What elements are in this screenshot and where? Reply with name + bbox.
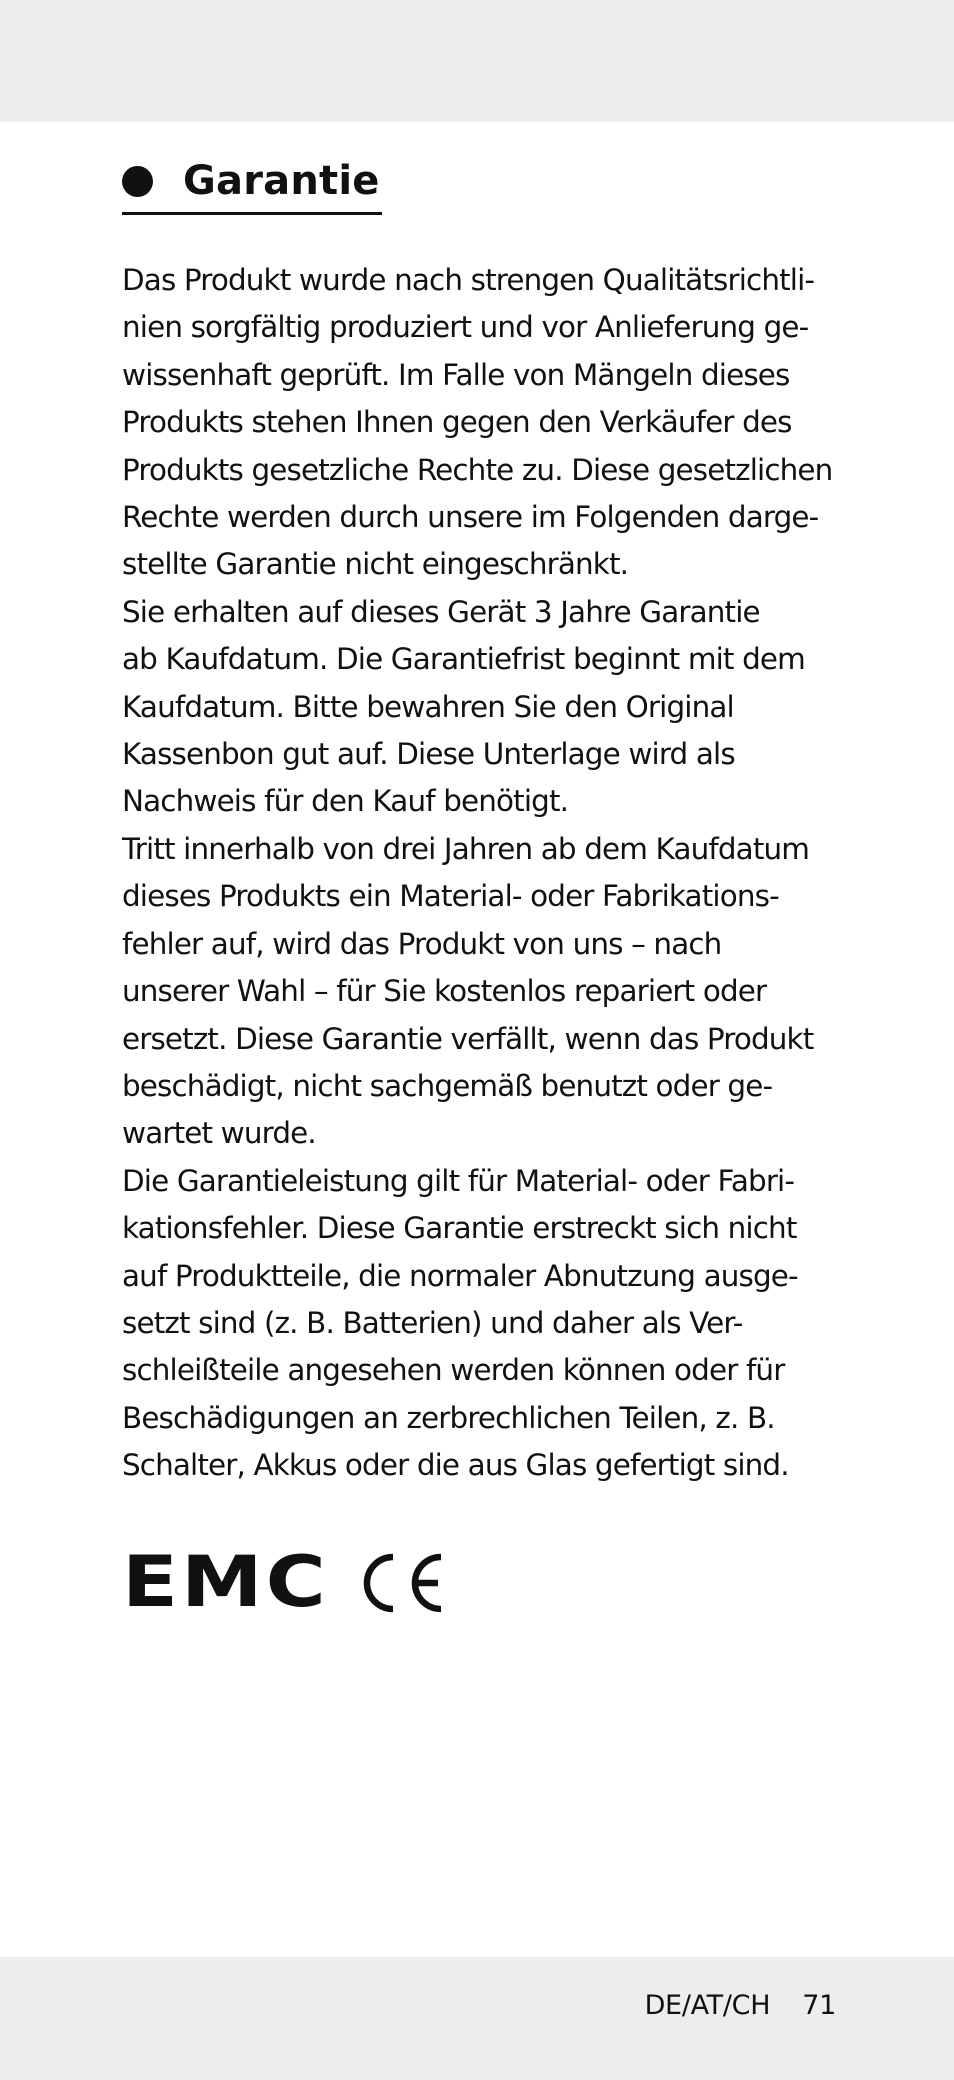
top-margin-band — [0, 0, 954, 122]
text-line: wissenhaft geprüft. Im Falle von Mängeln dieses — [122, 357, 790, 392]
text-line: Nachweis für den Kauf benötigt. — [122, 784, 569, 819]
text-line: Die Garantieleistung gilt für Material- oder Fabri- — [122, 1163, 795, 1198]
emc-logo: EMC — [122, 1541, 329, 1624]
text-line: Produkts stehen Ihnen gegen den Verkäufer des — [122, 405, 792, 440]
text-line: schleißteile angesehen werden können oder für — [122, 1353, 785, 1388]
text-line: Sie erhalten auf dieses Gerät 3 Jahre Garantie — [122, 594, 760, 629]
ce-logo — [363, 1552, 447, 1614]
text-line: ab Kaufdatum. Die Garantiefrist beginnt mit dem — [122, 642, 805, 677]
text-line: kationsfehler. Diese Garantie erstreckt sich nicht — [122, 1211, 797, 1246]
page-footer — [645, 1990, 836, 2021]
text-line: Das Produkt wurde nach strengen Qualitätsrichtli- — [122, 263, 815, 297]
page-number: 71 — [802, 1990, 836, 2021]
text-line: setzt sind (z. B. Batterien) und daher als Ver- — [122, 1305, 743, 1340]
text-line: Kassenbon gut auf. Diese Unterlage wird als — [122, 737, 735, 772]
section-heading — [122, 150, 382, 215]
text-line: Tritt innerhalb von drei Jahren ab dem Kaufdatum — [122, 831, 810, 866]
text-line: auf Produktteile, die normaler Abnutzung ausge- — [122, 1258, 798, 1293]
text-line: beschädigt, nicht sachgemäß benutzt oder ge- — [122, 1068, 773, 1103]
text-line: Kaufdatum. Bitte bewahren Sie den Original — [122, 689, 734, 724]
section-title: Garantie — [183, 158, 380, 204]
text-line: stellte Garantie nicht eingeschränkt. — [122, 547, 629, 582]
text-line: nien sorgfältig produziert und vor Anlieferung ge- — [122, 310, 809, 345]
text-line: dieses Produkts ein Material- oder Fabrikations- — [122, 879, 779, 914]
bullet-icon — [122, 166, 153, 197]
text-line: Beschädigungen an zerbrechlichen Teilen, z. B. — [122, 1400, 775, 1435]
certification-marks — [122, 1541, 447, 1624]
text-line: Rechte werden durch unsere im Folgenden darge- — [122, 500, 819, 535]
text-line: Schalter, Akkus oder die aus Glas gefertigt sind. — [122, 1448, 789, 1483]
text-line: fehler auf, wird das Produkt von uns – nach — [122, 926, 722, 961]
text-line: Produkts gesetzliche Rechte zu. Diese gesetzlichen — [122, 452, 833, 487]
text-line: unserer Wahl – für Sie kostenlos repariert oder — [122, 974, 767, 1009]
text-line: wartet wurde. — [122, 1116, 316, 1151]
text-line: ersetzt. Diese Garantie verfällt, wenn das Produkt — [122, 1021, 814, 1056]
warranty-text — [122, 257, 852, 1490]
region-label: DE/AT/CH — [644, 1990, 771, 2021]
